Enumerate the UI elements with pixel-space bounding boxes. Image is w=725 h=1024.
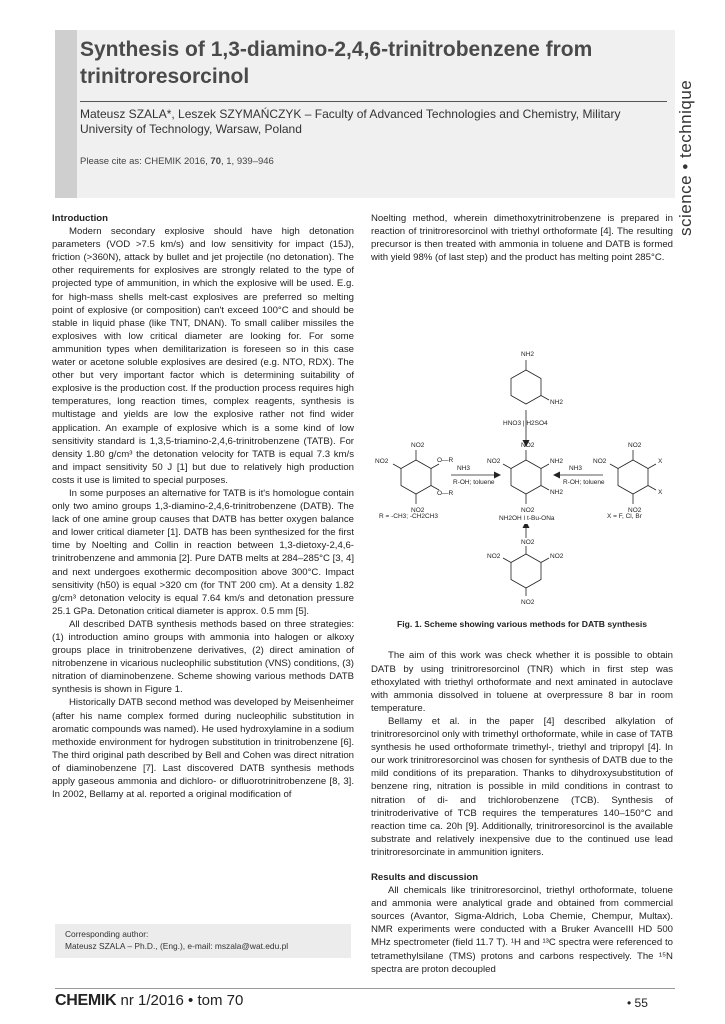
author-affiliation: Mateusz SZALA*, Leszek SZYMAŃCZYK – Faculty of Advanced Technologies and Chemistry, Military University of Technology, Warsaw, Poland [80,107,621,136]
scheme-no2-tnb-bottom: NO2 [521,599,535,607]
intro-paragraph-4: Historically DATB second method was developed by Meisenheimer (after his name complex formed during nucleophilic substitution in aromatic compounds was named). He used hydroxylamine in a sodium methoxide environment for hydrogen substitution in trinitrobenzene [6]. The third original path described by Bell and Cohen was direct nitration of diaminobenzene [7]. Last discovered DATB synthesis methods apply gaseous ammonia and dichloro- or difluorotrinitrobenzene [8, 3]. In 2002, Bellamy at al. reported a original modification of [52,697,354,801]
scheme-no2-tnb-left: NO2 [487,553,501,561]
scheme-right-reagent-top: NH3 [569,465,583,473]
introduction-heading: Introduction [52,213,108,224]
section-side-label: science • technique [676,79,695,236]
intro-paragraph-2: In some purposes an alternative for TATB is it's homologue contain only two amino groups 1,3-diamino-2,4,6-trinitrobenzene (DATB). The lack of one amine group causes that DATB has better oxygen balance and lower critical diameter [1]. DATB has been synthesized for the first time by Noelting and Collin in reaction between 1,3-dietoxy-2,4,6-trinitrobenzene and ammonia [2]. Pure DATB melts at 284–285°C [3, 4] and next undergoes exothermic decomposition above 300°C. Impact sensitivity (h50) is equal >320 cm (for TNT 200 cm). At a density 1.82 g/cm³ detonation velocity is equal 7.64 km/s and detonation pressure 25.1 GPa. Detonation critical diameter is approx. 0.5 mm [5]. [52,487,354,617]
results-paragraph: All chemicals like trinitroresorcinol, triethyl orthoformate, toluene and ammonia were analytical grade and obtained from commercial sources (Avantor, Sigma-Aldrich, Loba Chemie, Chempur, Multax). NMR experiments were conducted with a Bruker AvanceIII HD 500 MHz spectrometer (field 11.7 T). ¹H and ¹³C spectra were referenced to tetramethylsilane (TMS) protons and carbons respectively. The ¹⁵N spectra are proton decoupled [371,885,673,975]
scheme-nitration-reagents: HNO3 | H2SO4 [503,420,548,428]
scheme-no2-left-side: NO2 [375,458,389,466]
corresponding-author-box [55,924,351,958]
footer-divider [55,988,675,989]
journal-issue: nr 1/2016 • tom 70 [116,992,244,1009]
scheme-no2-right-side: NO2 [593,458,607,466]
scheme-no2-tnb-right: NO2 [550,553,564,561]
scheme-no2-left-bottom: NO2 [411,507,425,515]
figure-caption: Fig. 1. Scheme showing various methods for DATB synthesis [396,619,648,630]
intro-paragraph-1: Modern secondary explosive should have high detonation parameters (VOD >7.5 km/s) and low sensitivity for impact (15J), friction (>360N), attack by bullet and jet projectile (no detonation). The other requirements for explosives are strongly related to the type of projected type of ammunition, in which the explosive will be used. E.g. for high-mass shells melt-cast explosives are preferred so melting point of explosive (or composition) can't exceed 100°C and should be stable in liquid phase (like TNT, DNAN). To small caliber missiles the explosives with low critical diameter are looking for. For some ammunition types when demilitarization is foreseen so in this case water or acetone soluble explosives are desired (e.g. NTO, RDX). The other but very important factor which is determining suitability of explosive is the production cost. If the production process requires high temperatures, long reaction times, complex reagents, synthesis is multistage and yields are low the explosive rather not find wider application. An example of explosive which is a some kind of low sensitivity standard is 1,3,5-triamino-2,4,6-trinitrobenzene (TATB). For density 1.80 g/cm³ the detonation velocity for TATB is equal 7.3 km/s and impact sensitivity 50 J [1] but due to relatively high production costs it use is limited to special purposes. [52,226,354,486]
aim-paragraph: The aim of this work was check whether it is possible to obtain DATB by using trinitroresorcinol (TNR) which in first step was ethoxylated with triethyl orthoformate and next aminated in autoclave with ammonia dissolved in toluene at overpressure 8 bar in room temperature. [371,650,673,714]
title-divider [80,101,667,102]
scheme-or-left-upper: O—R [437,457,454,465]
header-accent-bar [55,30,77,198]
scheme-no2-right-top: NO2 [628,442,642,450]
scheme-nh2-meta: NH2 [550,399,564,407]
continued-paragraph: Noelting method, wherein dimethoxytrinitrobenzene is prepared in reaction of trinitroresorcinol with triethyl orthoformate [4]. The resulting precursor is then treated with ammonia in toluene and DATB is formed with yield 98% (of last step) and the product has melting point 285°C. [371,213,673,264]
scheme-right-reagent-bottom: R-OH; toluene [563,479,605,487]
scheme-left-reagent-top: NH3 [457,465,471,473]
page-number: • 55 [627,996,648,1010]
citation-line: Please cite as: CHEMIK 2016, 70, 1, 939–946 [80,156,274,167]
ring-diamine [511,370,541,404]
ring-dihalo [618,460,648,494]
left-column [52,212,354,801]
scheme-no2-tnb-top: NO2 [521,539,535,547]
scheme-x-right-lower: X [658,489,663,497]
scheme-nh2-center-lower: NH2 [550,489,564,497]
bellamy-paragraph: Bellamy et al. in the paper [4] described alkylation of trinitroresorcinol only with trimethyl orthoformate, while in case of TATB synthesis he used orthoformate trimethyl-, triethyl and tripropyl [4]. In our work trinitroresorcinol was chosen for synthesis of DATB due to the mild conditions of its preparation. Thanks to dihydroxysubstitution of benzene ring, nitration is possible in mild conditions in contrast to nitration of di- and trichlorobenzene (TCB). Synthesis of trinitroderivative of TCB requires the temperatures 140–150°C and reaction time ca. 20h [9]. Additionally, trinitroresorcinol is the available substrate and relatively inexpensive due to the continued use lead trinitroresorcinate in ammunition igniters. [371,715,673,858]
scheme-no2-left-top: NO2 [411,442,425,450]
scheme-nh2-top: NH2 [521,351,535,359]
scheme-no2-center-bottom: NO2 [521,507,535,515]
scheme-r-definition: R = -CH3; -CH2CH3 [379,513,439,521]
scheme-tnb-svg [371,524,673,610]
ring-tnb [511,554,541,588]
scheme-left-reagent-bottom: R-OH; toluene [453,479,495,487]
scheme-svg [371,270,673,520]
scheme-nh2-center-right: NH2 [550,458,564,466]
datb-synthesis-scheme [371,270,673,520]
footer-journal [55,992,243,1010]
journal-brand: CHEMIK [55,992,117,1009]
scheme-no2-right-bottom: NO2 [628,507,642,515]
article-title: Synthesis of 1,3-diamino-2,4,6-trinitrobenzene from trinitroresorcinol [80,38,593,88]
scheme-or-left-lower: O—R [437,490,454,498]
corresponding-text: Mateusz SZALA – Ph.D., (Eng.), e-mail: mszala@wat.edu.pl [65,941,289,951]
intro-paragraph-3: All described DATB synthesis methods based on three strategies: (1) introduction amino groups with ammonia into halogen or alkoxy groups place in trinitrobenzene derivatives, (2) direct amination of nitrobenzene in vicarious nucleophilic substitution (VNS) conditions, (3) nitration of diaminobenzene. Scheme showing various methods DATB synthesis is shown in Figure 1. [52,618,354,696]
right-column [371,212,673,976]
results-heading: Results and discussion [371,871,479,883]
scheme-no2-center-top: NO2 [521,442,535,450]
scheme-x-definition: X = F, Cl, Br [607,513,642,521]
ring-datb [511,460,541,494]
scheme-vns-reagents: NH2OH | t-Bu-ONa [499,515,555,521]
ring-dialkoxy [401,460,431,494]
scheme-no2-center-left: NO2 [487,458,501,466]
scheme-x-right-upper: X [658,458,663,466]
corresponding-label: Corresponding author: [65,929,149,939]
scheme-lower-part [371,524,673,610]
